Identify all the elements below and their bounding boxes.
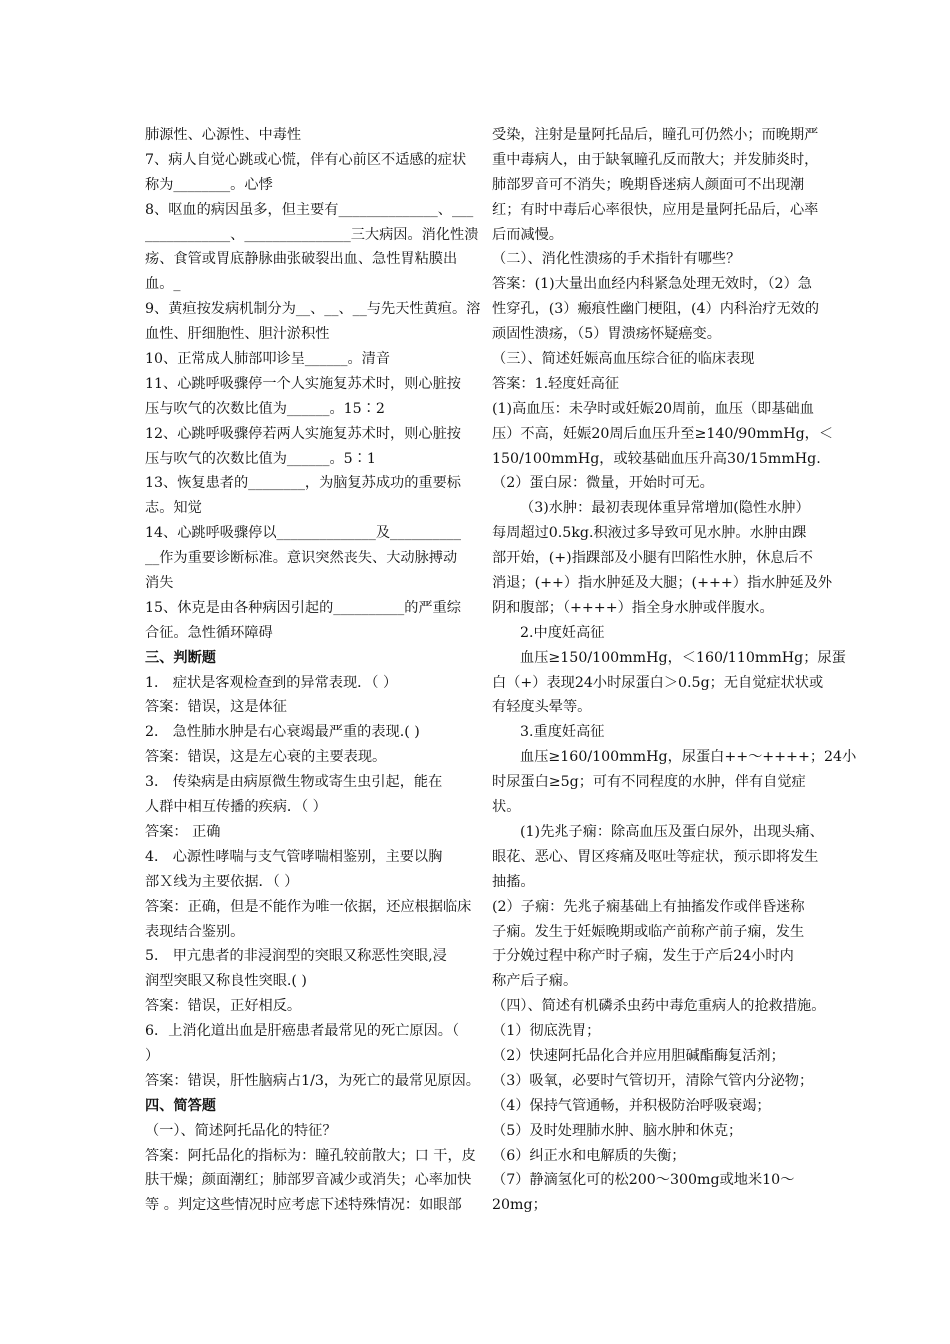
text-line: 20mg； [492,1197,547,1214]
text-line: 部开始，(+)指踝部及小腿有凹陷性水肿，休息后不 [492,550,813,567]
text-line: （4）保持气管通畅，并积极防治呼吸衰竭； [492,1097,771,1114]
text-line: 4． 心源性哮喘与支气管哮喘相鉴别，主要以胸 [145,848,443,865]
text-line: 抽搐。 [492,873,535,890]
text-line: （7）静滴氢化可的松200～300mg或地米10～ [492,1172,795,1189]
text-line: 答案：错误，这是左心衰的主要表现。 [145,749,387,766]
right-column [492,123,857,1218]
text-line: (1)高血压：未孕时或妊娠20周前，血压（即基础血 [492,400,814,417]
text-line: （一）、简述阿托品化的特征？ [145,1122,337,1139]
text-line: 阴和腹部；（++++）指全身水肿或伴腹水。 [492,599,774,616]
text-line: 10、正常成人肺部叩诊呈______。清音 [145,351,391,368]
text-line: 压与吹气的次数比值为______。5∶1 [145,450,376,467]
text-line: （2）快速阿托品化合并应用胆碱酯酶复活剂； [492,1047,785,1064]
text-line: 答案：1.轻度妊高征 [492,375,620,392]
text-line: 3.重度妊高征 [520,724,605,741]
section-heading: 四、简答题 [145,1097,216,1114]
text-line: 9、黄疸按发病机制分为__、__、__与先天性黄疸。溶 [145,301,481,318]
text-line: 2． 急性肺水肿是右心衰竭最严重的表现.( ) [145,724,420,741]
text-line: （2）蛋白尿：微量，开始时可无。 [492,475,714,492]
text-line: 答案：错误，正好相反。 [145,998,302,1015]
text-line: __作为重要诊断标准。意识突然丧失、大动脉搏动 [145,550,458,567]
text-line: 肤干燥；颜面潮红；肺部罗音减少或消失；心率加快 [145,1172,472,1189]
text-line: 有轻度头晕等。 [492,699,592,716]
text-line: 合征。急性循环障碍 [145,624,273,641]
text-line: 称为________。心悸 [145,176,273,193]
text-line: 肺源性、心源性、中毒性 [145,127,302,143]
text-line: 每周超过0.5kg.积液过多导致可见水肿。水肿由踝 [492,525,807,542]
text-line: 答案：(1)大量出血经内科紧急处理无效时，（2）急 [492,276,812,293]
text-line: （三）、简述妊娠高血压综合征的临床表现 [492,351,755,368]
text-line: 血压≥150/100mmHg，＜160/110mmHg；尿蛋 [520,649,846,666]
text-line: 顽固性溃疡，（5）胃溃疡怀疑癌变。 [492,326,721,343]
text-line: 12、心跳呼吸骤停若两人实施复苏术时，则心脏按 [145,425,461,442]
text-line: 1． 症状是客观检查到的异常表现．（ ） [145,674,398,691]
text-line: ） [145,1047,160,1064]
text-line: 3． 传染病是由病原微生物或寄生虫引起，能在 [145,774,443,791]
text-line: 2.中度妊高征 [520,624,605,641]
text-line: 11、心跳呼吸骤停一个人实施复苏术时，则心脏按 [145,375,461,392]
left-column [145,123,481,1218]
text-line: 等 。判定这些情况时应考虑下述特殊情况：如眼部 [145,1197,462,1214]
text-line: （5）及时处理肺水肿、脑水肿和休克； [492,1122,743,1139]
text-line: 状。 [492,799,521,816]
text-line: 重中毒病人，由于缺氧瞳孔反而散大；并发肺炎时， [492,151,819,168]
text-line: 受染，注射是量阿托品后，瞳孔可仍然小；而晚期严 [492,127,819,143]
text-line: （二）、消化性溃疡的手术指针有哪些？ [492,251,741,268]
text-line: （1）彻底洗胃； [492,1023,601,1040]
text-line: 肺部罗音可不消失；晚期昏迷病人颜面可不出现潮 [492,176,805,193]
text-line: 血性、肝细胞性、胆汁淤积性 [145,326,330,343]
text-line: (1)先兆子痫：除高血压及蛋白尿外，出现头痛、 [520,823,824,840]
text-line: 答案：错误，这是体征 [145,699,287,716]
text-line: 答案： 正确 [145,823,221,840]
text-line: 血。_ [145,276,181,293]
text-line: （6）纠正水和电解质的失衡； [492,1147,686,1164]
text-line: 答案：错误，肝性脑病占1/3，为死亡的最常见原因。 [145,1072,480,1089]
text-line: 疡、食管或胃底静脉曲张破裂出血、急性胃粘膜出 [145,251,458,268]
text-line: 人群中相互传播的疾病．（ ） [145,799,327,816]
text-line: 13、恢复患者的________，为脑复苏成功的重要标 [145,475,461,492]
text-line: 后而减慢。 [492,226,563,243]
text-line: 15、休克是由各种病因引起的__________的严重综 [145,599,461,616]
text-line: 性穿孔，(3）瘢痕性幽门梗阻，(4）内科治疗无效的 [492,301,820,318]
text-line: 部Ｘ线为主要依据．（ ） [145,873,299,890]
text-line: 志。知觉 [145,500,202,517]
text-line: 7、病人自觉心跳或心慌，伴有心前区不适感的症状 [145,151,467,168]
text-line: 称产后子痫。 [492,973,578,990]
text-line: 于分娩过程中称产时子痫，发生于产后24小时内 [492,948,794,965]
text-line: 压）不高，妊娠20周后血压升至≥140/90mmHg，＜ [492,425,834,442]
text-line: 5． 甲亢患者的非浸润型的突眼又称恶性突眼,浸 [145,948,447,965]
text-line: （3)水肿：最初表现体重异常增加(隐性水肿） [520,500,810,517]
text-line: 白（+）表现24小时尿蛋白＞0.5g；无自觉症状状或 [492,674,824,691]
text-line: 答案：正确，但是不能作为唯一依据，还应根据临床 [145,898,472,915]
text-line: （四）、简述有机磷杀虫药中毒危重病人的抢救措施。 [492,998,826,1015]
text-line: 眼花、恶心、胃区疼痛及呕吐等症状，预示即将发生 [492,848,819,865]
text-line: 红；有时中毒后心率很快，应用是量阿托品后，心率 [492,201,819,218]
text-line: 表现结合鉴别。 [145,923,245,940]
text-line: 14、心跳呼吸骤停以______________及__________ [145,525,461,542]
section-heading: 三、判断题 [145,649,216,666]
text-line: （3）吸氧，必要时气管切开，清除气管内分泌物； [492,1072,814,1089]
text-line: 消退；(++）指水肿延及大腿；(+++）指水肿延及外 [492,575,833,592]
text-line: 8、呕血的病因虽多，但主要有______________、___ [145,201,474,218]
text-line: 润型突眼又称良性突眼.( ) [145,973,307,990]
text-line: 子痫。发生于妊娠晚期或临产前称产前子痫，发生 [492,923,805,940]
text-line: 150/100mmHg，或较基础血压升高30/15mmHg. [492,450,821,467]
text-line: 答案：阿托品化的指标为：瞳孔较前散大；口 干，皮 [145,1147,476,1164]
text-line: 6．上消化道出血是肝癌患者最常见的死亡原因。（ [145,1023,460,1040]
text-line: 时尿蛋白≥5g；可有不同程度的水肿，伴有自觉症 [492,774,806,791]
text-line: 压与吹气的次数比值为______。15∶2 [145,400,385,417]
text-line: ____________、_______________三大病因。消化性溃 [145,226,479,243]
text-line: (2）子痫：先兆子痫基础上有抽搐发作或伴昏迷称 [492,898,805,915]
text-line: 血压≥160/100mmHg，尿蛋白++～++++；24小 [520,749,857,766]
text-line: 消失 [145,575,174,592]
